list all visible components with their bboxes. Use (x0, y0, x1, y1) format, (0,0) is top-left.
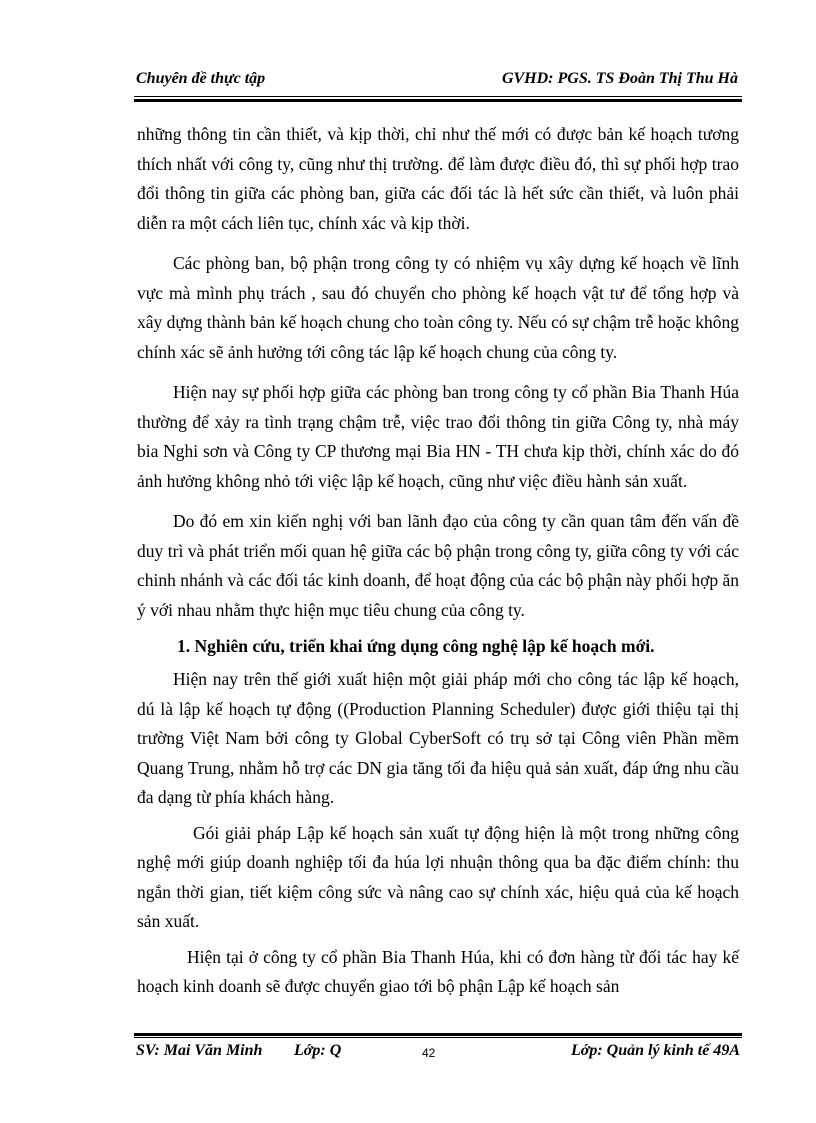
paragraph: Gói giải pháp Lập kế hoạch sản xuất tự động hiện là một trong những công nghệ mới giúp doanh nghiệp tối đa húa lợi nhuận thông qua ba đặc điểm chính: thu ngắn thời gian, tiết kiệm công sức và nâng cao sự chính xác, hiệu quả của kế hoạch sản xuất. (137, 822, 739, 931)
header-divider-thick (134, 99, 742, 102)
paragraph: Hiện nay trên thế giới xuất hiện một giải pháp mới cho công tác lập kế hoạch, dú là lập kế hoạch tự động ((Production Planning Scheduler) được giới thiệu tại thị trường Việt Nam bởi công ty Global CyberSoft có trụ sở tại Công viên Phần mềm Quang Trung, nhằm hỗ trợ các DN gia tăng tối đa hiệu quả sản xuất, đáp ứng nhu cầu đa dạng từ phía khách hàng. (137, 669, 739, 807)
paragraph: Hiện nay sự phối hợp giữa các phòng ban trong công ty cổ phần Bia Thanh Húa thường để xảy ra tình trạng chậm trễ, việc trao đổi thông tin giữa Công ty, nhà máy bia Nghi sơn và Công ty CP thương mại Bia HN - TH chưa kịp thời, chính xác do đó ảnh hưởng không nhỏ tới việc lập kế hoạch, cũng như việc điều hành sản xuất. (137, 382, 739, 491)
footer-student-name: SV: Mai Văn Minh (136, 1042, 263, 1059)
section-heading: 1. Nghiên cứu, triển khai ứng dụng công nghệ lập kế hoạch mới. (177, 636, 655, 656)
paragraph-continuation: những thông tin cần thiết, và kịp thời, chỉ như thế mới có được bản kế hoạch tương thích nhất với công ty, cũng như thị trường. để làm được điều đó, thì sự phối hợp trao đổi thông tin giữa các phòng ban, giữa các đối tác là hết sức cần thiết, và luôn phải diễn ra một cách liên tục, chính xác và kịp thời. (137, 124, 739, 233)
header-document-type: Chuyên đề thực tập (136, 70, 266, 87)
header-divider-thin (134, 96, 742, 97)
page-header (134, 64, 740, 98)
footer-divider-thick (134, 1033, 742, 1036)
header-supervisor: GVHD: PGS. TS Đoàn Thị Thu Hà (501, 70, 738, 87)
footer-class-short: Lớp: Q (294, 1042, 342, 1059)
page-body (137, 120, 739, 1013)
paragraph: Do đó em xin kiến nghị với ban lãnh đạo của công ty cần quan tâm đến vấn đề duy trì và phát triển mối quan hệ giữa các bộ phận trong công ty, giữa công ty với các chinh nhánh và các đối tác kinh doanh, để hoạt động của các bộ phận này phối hợp ăn ý với nhau nhằm thực hiện mục tiêu chung của công ty. (137, 511, 739, 620)
paragraph: Các phòng ban, bộ phận trong công ty có nhiệm vụ xây dựng kế hoạch về lĩnh vực mà mình phụ trách , sau đó chuyển cho phòng kế hoạch vật tư để tổng hợp và xây dựng thành bản kế hoạch chung cho toàn công ty. Nếu có sự chậm trễ hoặc không chính xác sẽ ảnh hưởng tới công tác lập kế hoạch chung của công ty. (137, 253, 739, 362)
paragraph: Hiện tại ở công ty cổ phần Bia Thanh Húa, khi có đơn hàng từ đối tác hay kế hoạch kinh doanh sẽ được chuyển giao tới bộ phận Lập kế hoạch sản (137, 946, 739, 996)
footer-class-full: Lớp: Quản lý kinh tế 49A (570, 1042, 740, 1059)
page-number: 42 (422, 1046, 436, 1060)
page-footer (134, 1038, 742, 1066)
